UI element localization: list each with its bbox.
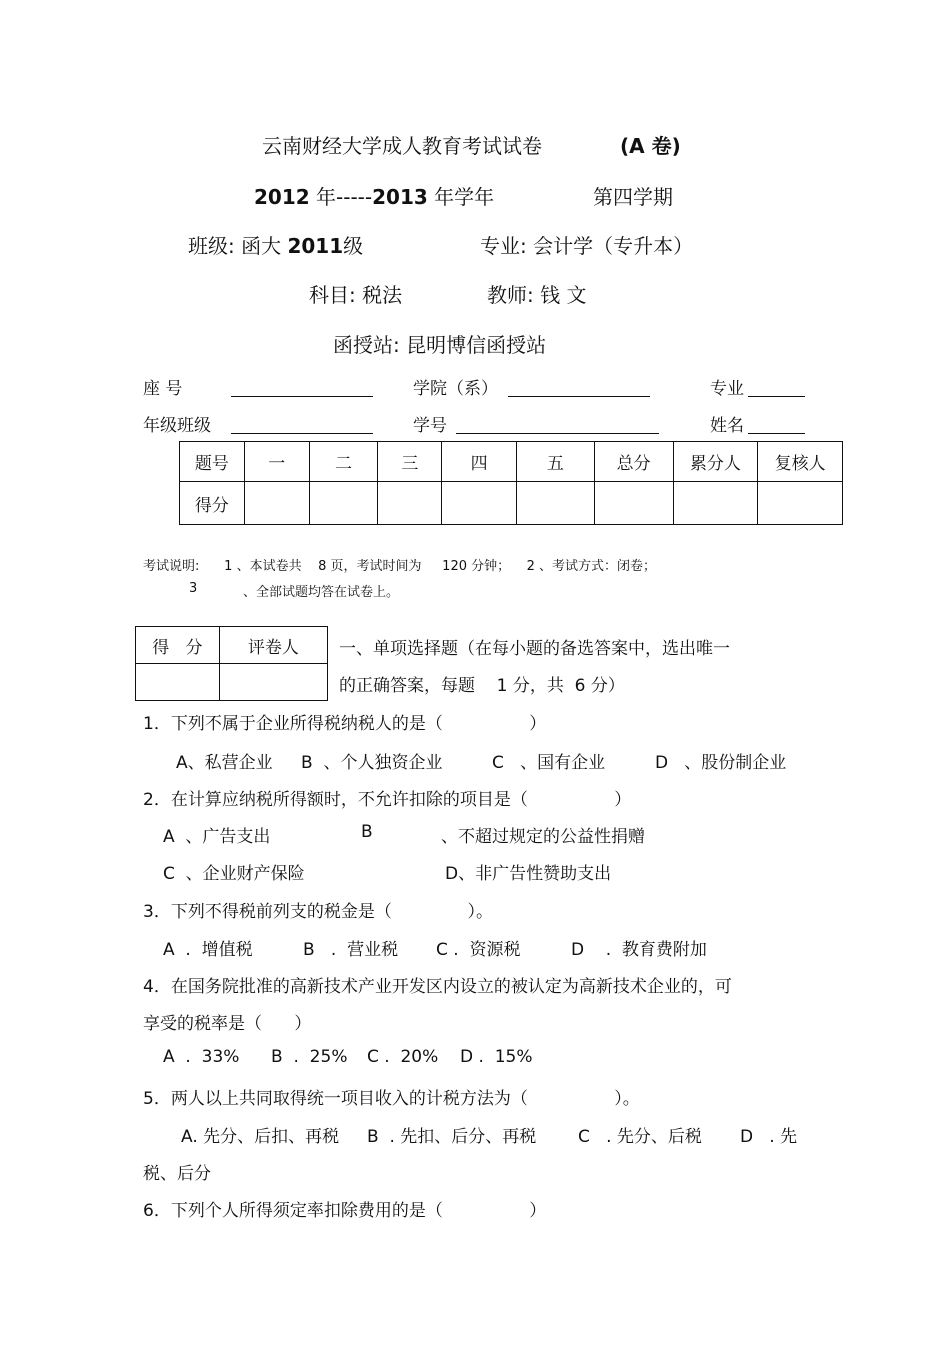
question-stem: 1．下列不属于企业所得税纳税人的是（ ） bbox=[143, 714, 547, 734]
option: C . 20% bbox=[367, 1047, 439, 1067]
college-label: 学院（系） bbox=[413, 379, 498, 399]
option: A 、广告支出 bbox=[163, 827, 271, 847]
question-stem: 2．在计算应纳税所得额时，不允许扣除的项目是（ ） bbox=[143, 790, 632, 810]
score-header-cell: 五 bbox=[517, 442, 595, 482]
option: D . 15% bbox=[460, 1047, 533, 1067]
class-year: 2011 bbox=[287, 234, 344, 258]
grader-box bbox=[135, 626, 328, 701]
option: C . 先分、后税 bbox=[578, 1127, 702, 1147]
question-stem: 3．下列不得税前列支的税金是（ ）。 bbox=[143, 902, 493, 922]
section-title-line2: 的正确答案，每题 1 分，共 6 分） bbox=[339, 676, 625, 696]
option: C 、企业财产保险 bbox=[163, 864, 305, 884]
question-stem: 5．两人以上共同取得统一项目收入的计税方法为（ ）。 bbox=[143, 1089, 640, 1109]
teacher-info: 教师: 钱 文 bbox=[487, 283, 587, 307]
grader-score-cell[interactable] bbox=[136, 664, 220, 701]
major-label: 专业 bbox=[710, 379, 744, 399]
student-id-label: 学号 bbox=[413, 416, 447, 436]
exam-instructions-line1: 考试说明: 1 、本试卷共 8 页，考试时间为 120 分钟； 2 、考试方式：闭卷； bbox=[143, 559, 657, 574]
option: A . 增值税 bbox=[163, 940, 253, 960]
option: C 、国有企业 bbox=[492, 753, 606, 773]
score-cell[interactable] bbox=[309, 482, 378, 525]
option: D、非广告性赞助支出 bbox=[445, 864, 612, 884]
year-start: 2012 bbox=[254, 185, 310, 209]
grader-name-label: 评卷人 bbox=[219, 627, 327, 664]
class-info bbox=[188, 230, 363, 259]
option-cont: 税、后分 bbox=[143, 1164, 211, 1184]
score-header-row bbox=[180, 442, 843, 482]
class-suffix: 级 bbox=[343, 234, 364, 258]
score-header-cell: 三 bbox=[378, 442, 442, 482]
college-field[interactable] bbox=[508, 396, 650, 397]
name-label: 姓名 bbox=[710, 416, 744, 436]
grader-score-label: 得 分 bbox=[136, 627, 220, 664]
score-value-row bbox=[180, 482, 843, 525]
score-cell[interactable] bbox=[594, 482, 673, 525]
question-stem-cont: 享受的税率是（ ） bbox=[143, 1014, 312, 1034]
exam-title: 云南财经大学成人教育考试试卷 bbox=[262, 134, 542, 158]
option: D . 先 bbox=[740, 1127, 798, 1147]
grader-name-cell[interactable] bbox=[219, 664, 327, 701]
score-cell[interactable] bbox=[244, 482, 309, 525]
option: B bbox=[361, 822, 373, 842]
major-field[interactable] bbox=[748, 396, 805, 397]
year-separator: 年----- bbox=[316, 185, 373, 209]
score-header-cell: 二 bbox=[309, 442, 378, 482]
seat-label: 座 号 bbox=[143, 379, 183, 399]
score-header-cell: 累分人 bbox=[673, 442, 758, 482]
grade-class-label: 年级班级 bbox=[143, 416, 211, 436]
score-table bbox=[179, 441, 843, 525]
option: B . 先扣、后分、再税 bbox=[367, 1127, 537, 1147]
subject-info: 科目: 税法 bbox=[309, 283, 403, 307]
score-header-cell: 题号 bbox=[180, 442, 245, 482]
class-label: 班级: 函大 bbox=[188, 234, 282, 258]
option: B 、个人独资企业 bbox=[301, 753, 443, 773]
option: C . 资源税 bbox=[436, 940, 521, 960]
station-info: 函授站: 昆明博信函授站 bbox=[333, 333, 547, 357]
year-end: 2013 bbox=[372, 185, 428, 209]
score-cell[interactable] bbox=[673, 482, 758, 525]
academic-year bbox=[254, 181, 494, 210]
option: D . 教育费附加 bbox=[571, 940, 707, 960]
exam-instructions-num: 3 bbox=[189, 581, 198, 596]
score-cell[interactable] bbox=[758, 482, 843, 525]
section-title-line1: 一、单项选择题（在每小题的备选答案中，选出唯一 bbox=[339, 639, 730, 659]
score-cell[interactable] bbox=[442, 482, 517, 525]
score-header-cell: 复核人 bbox=[758, 442, 843, 482]
option: B . 营业税 bbox=[303, 940, 399, 960]
score-cell[interactable] bbox=[517, 482, 595, 525]
question-stem: 6．下列个人所得须定率扣除费用的是（ ） bbox=[143, 1201, 547, 1221]
score-cell[interactable] bbox=[378, 482, 442, 525]
exam-instructions-line2: 、全部试题均答在试卷上。 bbox=[243, 585, 400, 600]
option: A . 33% bbox=[163, 1047, 240, 1067]
major-info: 专业: 会计学（专升本） bbox=[480, 234, 694, 258]
score-header-cell: 四 bbox=[442, 442, 517, 482]
name-field[interactable] bbox=[748, 433, 805, 434]
exam-volume: (A 卷) bbox=[620, 134, 681, 158]
option: 、不超过规定的公益性捐赠 bbox=[441, 827, 645, 847]
score-header-cell: 一 bbox=[244, 442, 309, 482]
seat-field[interactable] bbox=[231, 396, 373, 397]
score-header-cell: 总分 bbox=[594, 442, 673, 482]
grade-class-field[interactable] bbox=[231, 433, 373, 434]
option: D 、股份制企业 bbox=[655, 753, 787, 773]
option: A、私营企业 bbox=[176, 753, 273, 773]
option: A. 先分、后扣、再税 bbox=[181, 1127, 340, 1147]
option: B . 25% bbox=[271, 1047, 348, 1067]
term: 第四学期 bbox=[593, 185, 673, 209]
score-row-label: 得分 bbox=[180, 482, 245, 525]
student-id-field[interactable] bbox=[456, 433, 659, 434]
year-suffix: 年学年 bbox=[434, 185, 495, 209]
question-stem: 4．在国务院批准的高新技术产业开发区内设立的被认定为高新技术企业的，可 bbox=[143, 977, 732, 997]
